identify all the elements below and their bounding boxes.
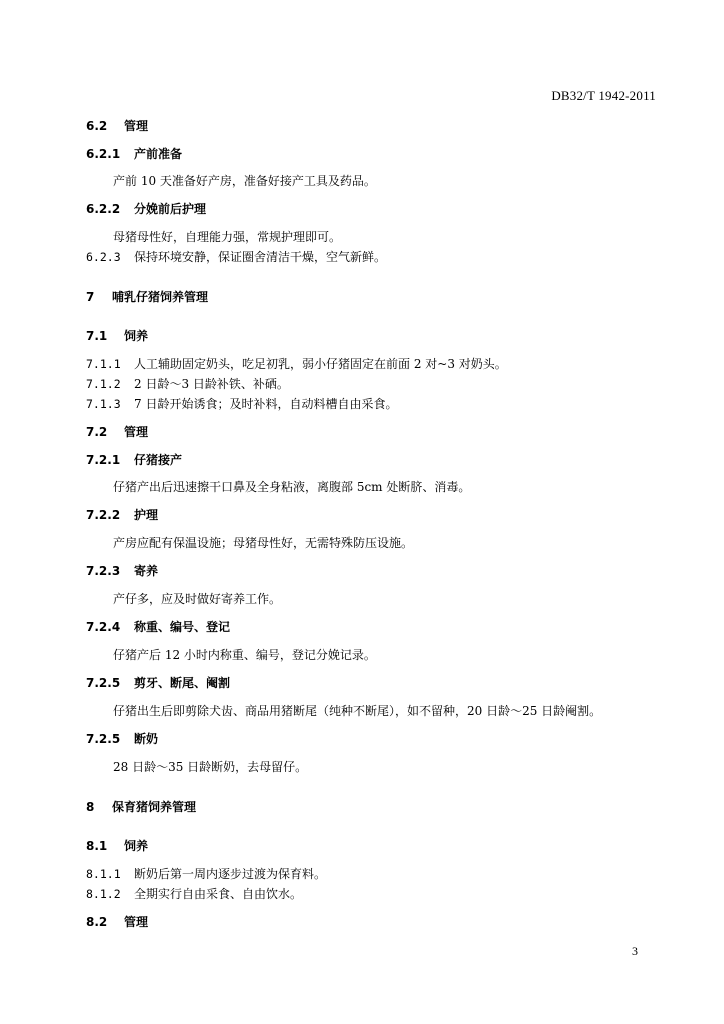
section-heading <box>86 731 158 747</box>
section-number: 8.1.2 <box>86 887 121 901</box>
numbered-item <box>86 886 302 902</box>
section-title: 称重、编号、登记 <box>134 620 231 634</box>
section-heading <box>86 507 158 523</box>
numbered-item <box>86 396 397 412</box>
body-paragraph: 28 日龄～35 日龄断奶，去母留仔。 <box>113 760 308 774</box>
section-heading <box>86 799 196 815</box>
numbered-item <box>86 249 386 265</box>
section-heading <box>86 118 148 134</box>
section-title: 饲养 <box>124 839 149 853</box>
page-number: 3 <box>632 944 638 958</box>
section-number: 6.2 <box>86 119 108 133</box>
section-title: 护理 <box>134 508 159 522</box>
section-number: 7.2.2 <box>86 508 121 522</box>
section-title: 管理 <box>124 119 149 133</box>
section-number: 7.1.3 <box>86 397 121 411</box>
section-heading <box>86 452 182 468</box>
section-number: 6.2.3 <box>86 250 121 264</box>
item-text: 全期实行自由采食、自由饮水。 <box>134 887 303 901</box>
item-text: 断奶后第一周内逐步过渡为保育料。 <box>134 867 327 881</box>
section-number: 7.1.1 <box>86 357 121 371</box>
body-paragraph: 仔猪出生后即剪除犬齿、商品用猪断尾（纯种不断尾），如不留种，20 日龄～25 日龄阉割。 <box>113 704 602 718</box>
body-paragraph: 产仔多，应及时做好寄养工作。 <box>113 592 282 606</box>
section-number: 7.2.4 <box>86 620 121 634</box>
section-number: 8.2 <box>86 915 108 929</box>
section-number: 8 <box>86 800 95 814</box>
body-paragraph: 仔猪产出后迅速擦干口鼻及全身粘液，离腹部 5cm 处断脐、消毒。 <box>113 480 471 494</box>
section-heading <box>86 563 158 579</box>
section-title: 断奶 <box>134 732 159 746</box>
numbered-item <box>86 376 289 392</box>
section-title: 仔猪接产 <box>134 453 183 467</box>
body-paragraph: 母猪母性好，自理能力强，常规护理即可。 <box>113 230 342 244</box>
section-heading <box>86 201 206 217</box>
section-number: 7.1.2 <box>86 377 121 391</box>
section-title: 哺乳仔猪饲养管理 <box>112 290 209 304</box>
section-number: 7.2.1 <box>86 453 121 467</box>
section-number: 7.2.3 <box>86 564 121 578</box>
section-heading <box>86 619 230 635</box>
section-number: 7 <box>86 290 95 304</box>
section-title: 剪牙、断尾、阉割 <box>134 676 231 690</box>
section-heading <box>86 838 148 854</box>
section-heading <box>86 424 148 440</box>
item-text: 保持环境安静，保证圈舍清洁干燥，空气新鲜。 <box>134 250 387 264</box>
section-number: 7.2 <box>86 425 108 439</box>
section-title: 饲养 <box>124 329 149 343</box>
section-heading <box>86 914 148 930</box>
item-text: 7 日龄开始诱食；及时补料，自动料槽自由采食。 <box>134 397 398 411</box>
numbered-item <box>86 356 507 372</box>
body-paragraph: 仔猪产后 12 小时内称重、编号，登记分娩记录。 <box>113 648 376 662</box>
body-paragraph: 产前 10 天准备好产房，准备好接产工具及药品。 <box>113 174 376 188</box>
section-title: 产前准备 <box>134 147 183 161</box>
section-number: 8.1 <box>86 839 108 853</box>
document-code-header: DB32/T 1942-2011 <box>551 88 656 103</box>
section-heading <box>86 289 208 305</box>
item-text: 人工辅助固定奶头，吃足初乳，弱小仔猪固定在前面 2 对~3 对奶头。 <box>134 357 507 371</box>
section-number: 7.2.5 <box>86 676 121 690</box>
section-number: 8.1.1 <box>86 867 121 881</box>
section-title: 分娩前后护理 <box>134 202 207 216</box>
item-text: 2 日龄～3 日龄补铁、补硒。 <box>134 377 289 391</box>
section-number: 6.2.1 <box>86 147 121 161</box>
section-title: 管理 <box>124 915 149 929</box>
numbered-item <box>86 866 326 882</box>
section-title: 保育猪饲养管理 <box>112 800 197 814</box>
section-title: 管理 <box>124 425 149 439</box>
section-number: 6.2.2 <box>86 202 121 216</box>
body-paragraph: 产房应配有保温设施；母猪母性好，无需特殊防压设施。 <box>113 536 414 550</box>
section-heading <box>86 675 230 691</box>
section-number: 7.2.5 <box>86 732 121 746</box>
section-heading <box>86 328 148 344</box>
section-title: 寄养 <box>134 564 159 578</box>
section-heading <box>86 146 182 162</box>
section-number: 7.1 <box>86 329 108 343</box>
